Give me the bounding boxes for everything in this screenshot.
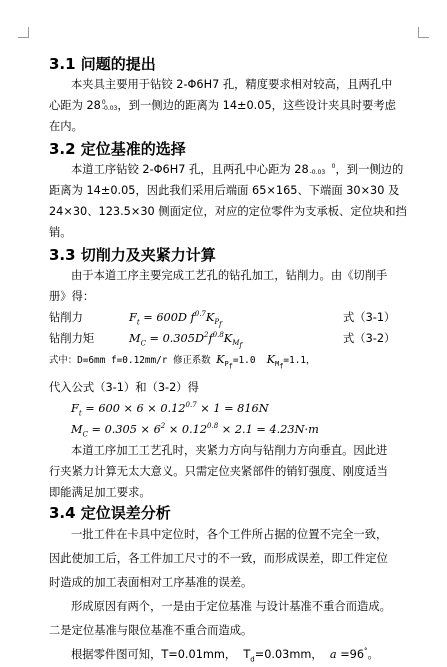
sec31-para-line3: 在内。 xyxy=(49,120,83,133)
tolerance-28: 0 -0.03 xyxy=(101,99,118,112)
formula-1-number: 式（3-1） xyxy=(343,311,396,324)
sec34-para-line3: 时造成的加工表面相对工序基准的误差。 xyxy=(49,576,253,589)
heading-3-3: 3.3 切削力及夹紧力计算 xyxy=(49,246,216,264)
sec31-para-line2: 心距为 280 -0.03，到一侧边的距离为 14±0.05，这些设计夹具时要考虑 xyxy=(49,99,396,112)
sec34-para3: 根据零件图可知，T=0.01mm， $T_d=0.03mm$， a =96°。 xyxy=(71,647,379,664)
sec31-para-line1: 本夹具主要用于钻铰 2-Φ6H7 孔，精度要求相对较高，且两孔中 xyxy=(71,78,393,91)
formula-1: $F_t = 600D$ $f^{0.7}K_{P_f}$ xyxy=(129,310,222,329)
heading-3-2: 3.2 定位基准的选择 xyxy=(49,140,186,158)
sec33-para2-line2: 行夹紧力计算无太大意义。只需定位夹紧部件的销钉强度、刚度适当 xyxy=(49,465,388,478)
params-line: 式中：D=6mm f=0.12mm/r 修正系数 $K_{P_f}=1.0$ $K_{M_f}=1.1$， xyxy=(49,353,316,371)
tolerance-28-b: 0 -0.03 xyxy=(309,163,336,176)
sec33-para-line1: 由于本道工序主要完成工艺孔的钻孔加工，钻削力。由《切削手 xyxy=(71,269,388,282)
sec34-para-line2: 因此使加工后，各工件加工尺寸的不一致，而形成误差，即工件定位 xyxy=(49,552,388,565)
heading-3-4: 3.4 定位误差分析 xyxy=(49,504,171,522)
document-page xyxy=(49,46,429,667)
sec32-para-line3: 24×30、123.5×30 侧面定位，对应的定位零件为支承板、定位块和挡 xyxy=(49,205,407,218)
calc-ft: $F_t = 600 \times 6 \times 0.12^{0.7} \times 1 = 816N$ xyxy=(71,401,269,418)
sec32-para-line1: 本道工序钻铰 2-Φ6H7 孔，且两孔中心距为 28 0 -0.03 ，到一侧边的 xyxy=(71,163,404,176)
formula-2: $M_C = 0.305D^2f^{0.8}K_{M_f}$ xyxy=(129,331,243,350)
crop-mark-top-right xyxy=(418,27,429,38)
calc-mc: $M_C = 0.305 \times 6^2 \times 0.12^{0.8} \times 2.1 = 4.23N\cdot m$ xyxy=(71,422,319,439)
sec33-para2-line1: 本道工序加工工艺孔时，夹紧力方向与钻削力方向垂直。因此进 xyxy=(71,444,388,457)
sec32-para-line2: 距离为 14±0.05，因此我们采用后端面 65×165、下端面 30×30 及 xyxy=(49,184,400,197)
formula-1-label: 钻削力 xyxy=(49,311,83,324)
sec34-para2-line1: 形成原因有两个，一是由于定位基准 与设计基准不重合而造成。 xyxy=(71,600,391,613)
sec32-para-line4: 销。 xyxy=(49,226,72,239)
crop-mark-top-left xyxy=(18,27,29,38)
sec34-para2-line2: 二是定位基准与限位基准不重合而造成。 xyxy=(49,624,253,637)
sec33-para-line2: 册》得： xyxy=(49,290,95,303)
sec34-para-line1: 一批工件在卡具中定位时，各个工件所占据的位置不完全一致， xyxy=(71,528,388,541)
formula-row-1 xyxy=(49,307,429,328)
formula-2-number: 式（3-2） xyxy=(343,332,396,345)
formula-row-2 xyxy=(49,328,429,349)
heading-3-1: 3.1 问题的提出 xyxy=(49,55,156,73)
sec33-para2-line3: 即能满足加工要求。 xyxy=(49,486,151,499)
substitution-line: 代入公式（3-1）和（3-2）得 xyxy=(49,381,199,394)
formula-2-label: 钻削力矩 xyxy=(49,332,95,345)
